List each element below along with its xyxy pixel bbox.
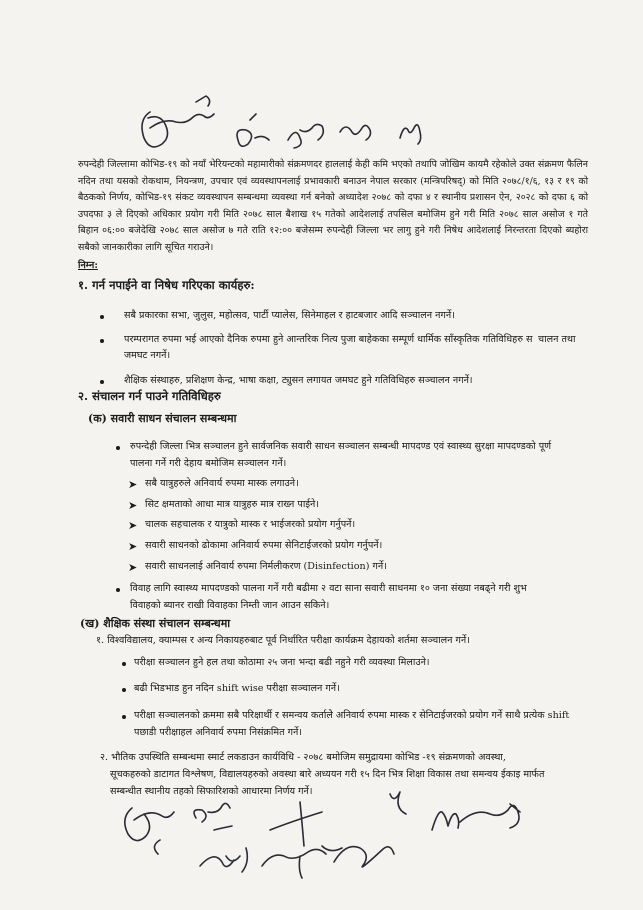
- sub-kha-bullet-1: परीक्षा सञ्चालन हुने हल तथा कोठामा २५ जना भन्दा बढी नहुने गरी व्यवस्था मिलाउने।: [134, 657, 430, 668]
- section1-item-2-line2: जमघट नगर्ने।: [124, 350, 171, 361]
- section1-item-3: शैक्षिक संस्थाहरु, प्रशिक्षण केन्द्र, भाषा कक्षा, ट्युसन लगायत जमघट हुने गतिविधिहरु सञ्चालन नगर्ने।: [124, 375, 473, 386]
- signature-bottom-2: [194, 803, 232, 830]
- signature-top-4: [340, 125, 371, 140]
- section1-heading: १. गर्न नपाईने वा निषेध गरिएका कार्यहरु:: [78, 278, 255, 292]
- sub-ka-arrow-5: सवारी साधनलाई अनिवार्य रुपमा निर्मलीकरण (Disinfection) गर्ने।: [145, 561, 387, 572]
- sub-ka-item1-line1: रुपन्देही जिल्ला भित्र सञ्चालन हुने सार्वजनिक सवारी साधन सञ्चालन सम्बन्धी मापदण्ड एवं स्वास्थ्य सुरक्षा मापदण्डको पूर्ण: [130, 441, 552, 452]
- sub-ka-arrow-4: सवारी साधनको ढोकामा अनिवार्य रुपमा सेनिटाईजरको प्रयोग गर्नुपर्ने।: [145, 540, 383, 551]
- arrow-bullet-icon: ➤: [128, 478, 138, 491]
- signature-bottom-3: [270, 802, 322, 846]
- sub-ka-arrow-1: सबै यात्रुहरुले अनिवार्य रुपमा मास्क लगाउने।: [145, 478, 299, 489]
- signature-bottom-6: [200, 848, 247, 872]
- section2-heading: २. संचालन गर्न पाउने गतिविधिहरु: [78, 389, 221, 403]
- arrow-bullet-icon: ➤: [128, 561, 138, 574]
- section1-item-2-cont: चालन तथा: [538, 334, 576, 345]
- bullet-icon: [122, 662, 126, 666]
- sub-kha-bullet-3: परीक्षा सञ्चालनको क्रममा सबै परिक्षार्थी र समन्वय कर्तालेे अनिवार्य रुपमा मास्क र सेनिटाईजरको प्रयोग गर्ने साथै प्रत्येक shift: [134, 710, 570, 721]
- arrow-bullet-icon: ➤: [128, 540, 138, 553]
- sub-ka-item2-line2: विवाहको ब्यानर राखी विवाहका निम्ती जान आउन सकिने।: [130, 600, 330, 611]
- arrow-bullet-icon: ➤: [128, 519, 138, 532]
- sub-ka-heading: (क) सवारी साधन संचालन सम्बन्धमा: [88, 412, 237, 425]
- sub-ka-item2-line1: विवाह लागि स्वास्थ्य मापदण्डको पालना गर्ने गरी बढीमा २ वटा साना सवारी साधनमा १० जना संख्या नबढ्ने गरी शुभ: [130, 583, 527, 594]
- sub-kha-n1: १. विश्वविद्यालय, क्याम्पस र अन्य निकायहरुबाट पूर्व निर्धारित परीक्षा कार्यक्रम देहायको शर्तमा सञ्चालन गर्ने।: [96, 635, 470, 646]
- signature-bottom-4: [390, 792, 406, 814]
- signature-top-5: [400, 125, 421, 144]
- signature-bottom-7: [262, 846, 342, 878]
- section1-item-2: परम्परागत रुपमा भई आएको दैनिक रुपमा हुने आन्तरिक नित्य पुजा बाहेकका सम्पूर्ण धार्मिक साँस्कृतिक गतिविधिहरु स: [124, 334, 533, 345]
- sub-kha-bullet-2: बढी भिडभाड हुन नदिन shift wise परीक्षा सञ्चालन गर्ने।: [134, 683, 340, 694]
- sub-kha-n2-line3: सम्बन्धीत स्थानीय तहको सिफारिशको आधारमा निर्णय गर्ने।: [110, 786, 313, 797]
- signature-bottom-8: [334, 847, 394, 867]
- bullet-icon: [116, 446, 120, 450]
- sub-kha-n2-line2: सूचकहरुको डाटागत विश्लेषण, विद्यालयहरुको अवस्था बारे अध्ययन गरी १५ दिन भित्र शिक्षा विकास तथा समन्वय ईकाइ मार्फत: [110, 769, 545, 780]
- sub-kha-bullet-3-line2: पछाडी परीक्षाहल अनिवार्य रुपमा निसंक्रमित गर्ने।: [134, 727, 302, 738]
- bullet-icon: [122, 715, 126, 719]
- signature-top-1: [142, 96, 214, 147]
- sub-ka-item1-line2: पालना गर्ने गरी देहाय बमोजिम सञ्चालन गर्ने।: [130, 458, 287, 469]
- bullet-icon: [116, 588, 120, 592]
- bullet-icon: [100, 315, 104, 319]
- bullet-icon: [100, 339, 104, 343]
- sub-kha-n2-line1: २. भौतिक उपस्थिति सम्बन्धमा स्मार्ट लकडाउन कार्यविधि - २०७८ बमोजिम समुद्रायमा कोभिड -१९ संक्रमणको अवस्था,: [100, 752, 506, 763]
- sub-ka-arrow-2: सिट क्षमताको आधा मात्र यात्रुहरु मात्र राख्न पाईने।: [145, 499, 319, 510]
- signature-top-3: [288, 124, 323, 148]
- intro-paragraph: रुपन्देही जिल्लामा कोभिड-१९ को नयाँ भेरियन्टको महामारीको संक्रमणदर हाललाई केही कमि भएको तथापि जोखिम कायमै रहेकोले उक्त संक्रमण फैलिन नदिन तथा यसको रोकथाम, नियन्त्रण, उपचार एवं व्यवस्थापनलाई प्रभावकारी बनाउन नेपाल सरकार (मन्त्रिपरिषद्) को मिति २०७८/१/६, १३ र १९ को बैठकको निर्णय, कोभिड-१९ संकट व्यवस्थापन सम्बन्धमा व्यवस्था गर्न बनेको अध्यादेश २०७८ को दफा ४ र स्थानीय प्रशासन ऐन, २०२८ को दफा ६ को उपदफा ३ ले दिएको अधिकार प्रयोग गरी मिति २०७८ साल बैशाख १५ गतेको आदेशलाई तपसिल बमोजिम हुने गरी मिति २०७८ साल असोज १ गते बिहान ०६:०० बजेदेखि २०७८ साल असोज ७ गते राति १२:०० बजेसम्म रुपन्देही जिल्ला भर लागु हुने गरी निषेध आदेशलाई निरन्तरता दिएको ब्यहोरा सबैको जानकारीका लागि सूचित गराउने।: [78, 159, 588, 253]
- sub-ka-arrow-3: चालक सहचालक र यात्रुको मास्क र भाईजरको प्रयोग गर्नुपर्ने।: [145, 519, 356, 530]
- sub-kha-heading: (ख) शैक्षिक संस्था संचालन सम्बन्धमा: [80, 617, 231, 630]
- bullet-icon: [122, 688, 126, 692]
- signature-bottom-1: [125, 808, 174, 854]
- arrow-bullet-icon: ➤: [128, 499, 138, 512]
- signature-bottom-5: [432, 804, 520, 830]
- section1-item-1: सबै प्रकारका सभा, जुलुस, महोत्सव, पार्टी प्यालेस, सिनेमाहल र हाटबजार आदि सञ्चालन नगर्ने।: [124, 310, 455, 321]
- signature-top-2: [237, 114, 269, 146]
- bullet-icon: [100, 380, 104, 384]
- nimna-label: निम्न:: [78, 260, 98, 271]
